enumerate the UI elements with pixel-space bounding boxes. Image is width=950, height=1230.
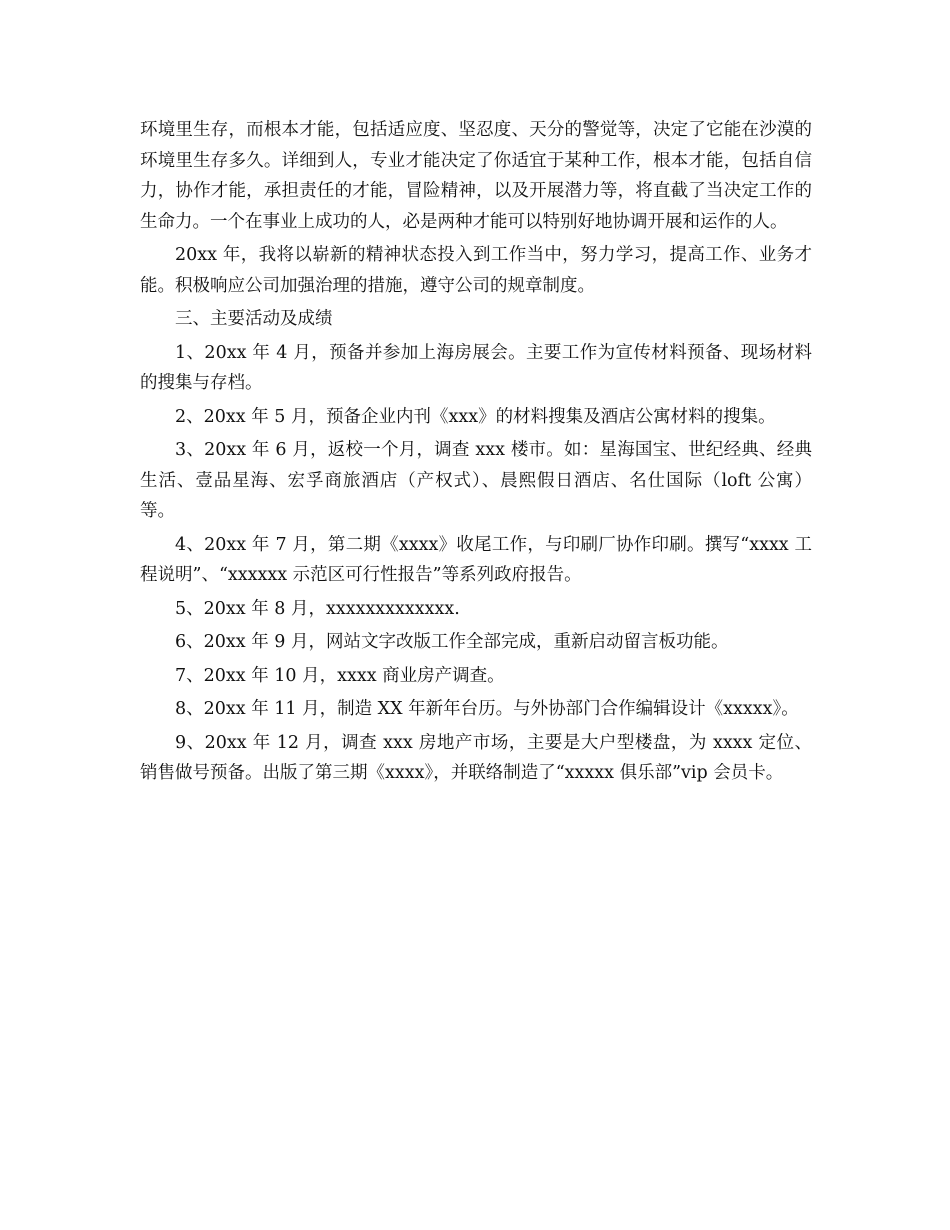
document-body: [140, 115, 812, 789]
list-item: 9、20xx 年 12 月，调查 xxx 房地产市场，主要是大户型楼盘，为 xxxx 定位、销售做号预备。出版了第三期《xxxx》，并联络制造了“xxxxx 俱乐部”vip 会员卡。: [140, 732, 812, 783]
list-item: 3、20xx 年 6 月，返校一个月，调查 xxx 楼市。如：星海国宝、世纪经典、经典生活、壹品星海、宏孚商旅酒店（产权式）、晨熙假日酒店、名仕国际（loft 公寓）等。: [140, 440, 812, 521]
list-item: 6、20xx 年 9 月，网站文字改版工作全部完成，重新启动留言板功能。: [175, 632, 729, 652]
list-item: 8、20xx 年 11 月，制造 XX 年新年台历。与外协部门合作编辑设计《xxxxx》。: [175, 699, 799, 719]
list-item: 7、20xx 年 10 月，xxxx 商业房产调查。: [175, 665, 505, 686]
list-item: 4、20xx 年 7 月，第二期《xxxx》收尾工作，与印刷厂协作印刷。撰写“xxxx 工程说明”、“xxxxxx 示范区可行性报告”等系列政府报告。: [140, 534, 812, 585]
paragraph-plan: 20xx 年，我将以崭新的精神状态投入到工作当中，努力学习，提高工作、业务才能。积极响应公司加强治理的措施，遵守公司的规章制度。: [140, 245, 812, 296]
paragraph-continued: 环境里生存，而根本才能，包括适应度、坚忍度、天分的警觉等，决定了它能在沙漠的环境里生存多久。详细到人，专业才能决定了你适宜于某种工作，根本才能，包括自信力，协作才能，承担责任的才能，冒险精神，以及开展潜力等，将直截了当决定工作的生命力。一个在事业上成功的人，必是两种才能可以特别好地协调开展和运作的人。: [140, 120, 812, 232]
list-item: 1、20xx 年 4 月，预备并参加上海房展会。主要工作为宣传材料预备、现场材料的搜集与存档。: [140, 342, 812, 393]
section-heading: 三、主要活动及成绩: [175, 309, 333, 329]
list-item: 2、20xx 年 5 月，预备企业内刊《xxx》的材料搜集及酒店公寓材料的搜集。: [175, 406, 776, 427]
list-item: 5、20xx 年 8 月，xxxxxxxxxxxxx.: [175, 598, 460, 619]
